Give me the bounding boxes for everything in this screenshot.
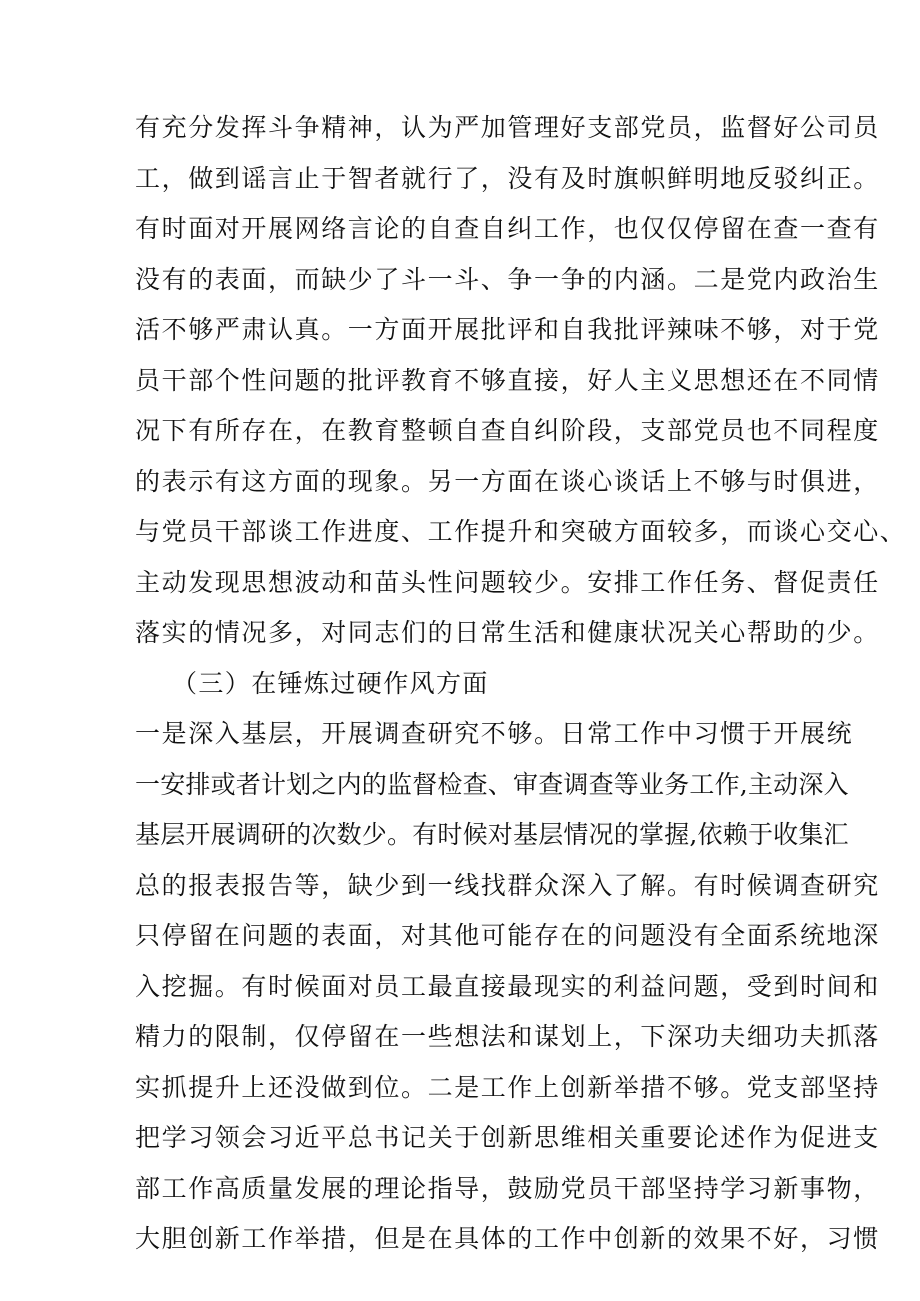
- text-line: 与党员干部谈工作进度、工作提升和突破方面较多，而谈心交心、: [135, 517, 907, 546]
- text-line: 况下有所存在，在教育整顿自查自纠阶段，支部党员也不同程度: [135, 416, 880, 445]
- text-line: 一是深入基层，开展调查研究不够。日常工作中习惯于开展统: [135, 719, 854, 748]
- text-line: 把学习领会习近平总书记关于创新思维相关重要论述作为促进支: [135, 1123, 880, 1152]
- text-line: 员干部个性问题的批评教育不够直接，好人主义思想还在不同情: [135, 366, 880, 395]
- section-heading: （三）在锤炼过硬作风方面: [172, 669, 489, 698]
- text-line: 没有的表面，而缺少了斗一斗、争一争的内涵。二是党内政治生: [135, 265, 880, 294]
- text-line: 落实的情况多，对同志们的日常生活和健康状况关心帮助的少。: [135, 618, 880, 647]
- text-line: 有充分发挥斗争精神，认为严加管理好支部党员，监督好公司员: [135, 113, 880, 142]
- text-line: 入挖掘。有时候面对员工最直接最现实的利益问题，受到时间和: [135, 972, 880, 1001]
- text-line: 只停留在问题的表面，对其他可能存在的问题没有全面系统地深: [135, 921, 880, 950]
- text-line: 大胆创新工作举措，但是在具体的工作中创新的效果不好，习惯: [135, 1224, 880, 1253]
- text-line: 活不够严肃认真。一方面开展批评和自我批评辣味不够，对于党: [135, 315, 880, 344]
- text-line: 有时面对开展网络言论的自查自纠工作，也仅仅停留在查一查有: [135, 214, 880, 243]
- text-line: 基层开展调研的次数少。有时候对基层情况的掌握,依赖于收集汇: [135, 820, 849, 849]
- text-line: 主动发现思想波动和苗头性问题较少。安排工作任务、督促责任: [135, 568, 880, 597]
- text-line: 的表示有这方面的现象。另一方面在谈心谈话上不够与时俱进，: [135, 467, 880, 496]
- text-line: 一安排或者计划之内的监督检查、审查调查等业务工作,主动深入: [135, 770, 849, 799]
- text-line: 工，做到谣言止于智者就行了，没有及时旗帜鲜明地反驳纠正。: [135, 164, 880, 193]
- text-line: 部工作高质量发展的理论指导，鼓励党员干部坚持学习新事物，: [135, 1174, 880, 1203]
- text-line: 总的报表报告等，缺少到一线找群众深入了解。有时候调查研究: [135, 871, 880, 900]
- text-line: 精力的限制，仅停留在一些想法和谋划上，下深功夫细功夫抓落: [135, 1022, 880, 1051]
- text-line: 实抓提升上还没做到位。二是工作上创新举措不够。党支部坚持: [135, 1073, 880, 1102]
